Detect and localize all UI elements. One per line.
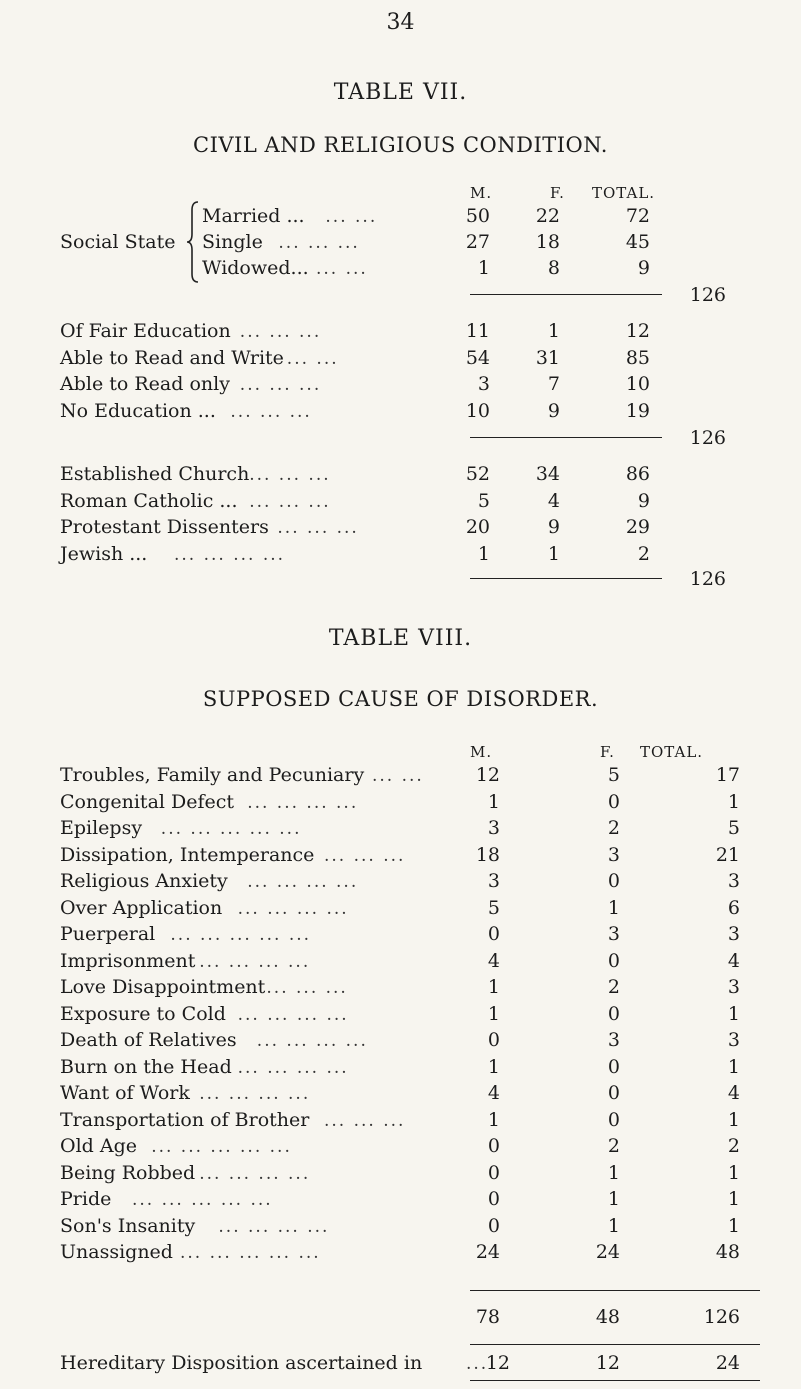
row-total: 10	[625, 373, 650, 395]
page-number: 34	[386, 10, 415, 35]
cause-m: 1	[487, 1055, 500, 1078]
social-state-sum: 126	[689, 284, 726, 306]
sum-rule	[470, 437, 662, 438]
cause-dots: ... ...	[372, 766, 424, 786]
cause-f: 0	[607, 1108, 620, 1131]
hereditary-m: 12	[485, 1352, 510, 1374]
row-m: 52	[465, 463, 490, 485]
social-state-label: Social State	[60, 231, 176, 253]
row-m: 1	[477, 542, 490, 565]
row-m: 1	[477, 257, 490, 279]
cause-total: 1	[727, 1108, 740, 1131]
cause-total: 1	[727, 790, 740, 813]
cause-m: 1	[487, 976, 500, 998]
row-dots: ... ... ...	[239, 375, 322, 395]
row-dots: ... ... ...	[239, 322, 322, 342]
cause-dots: ... ... ... ...	[237, 1004, 349, 1025]
row-m: 20	[465, 516, 490, 538]
cause-label: Death of Relatives	[60, 1029, 237, 1051]
row-total: 9	[637, 257, 650, 279]
row-total: 85	[625, 346, 650, 369]
row-f: 22	[535, 205, 560, 227]
cause-total: 3	[727, 1029, 740, 1051]
cause-m: 5	[487, 896, 500, 919]
cause-m: 0	[487, 1214, 500, 1237]
cause-total: 1	[727, 1188, 740, 1210]
cause-m: 0	[487, 1161, 500, 1184]
cause-f: 1	[607, 1214, 620, 1237]
row-label: Able to Read only	[60, 373, 230, 395]
cause-f: 0	[607, 1055, 620, 1078]
row-dots: ... ...	[316, 259, 368, 279]
cause-f: 2	[607, 1135, 620, 1157]
totals-rule	[470, 1290, 760, 1291]
row-label: Jewish ...	[60, 542, 148, 565]
cause-label: Want of Work	[60, 1082, 190, 1104]
cause-label: Old Age	[60, 1135, 137, 1157]
cause-f: 0	[607, 790, 620, 813]
cause-label: Dissipation, Intemperance	[60, 843, 315, 866]
row-dots: ... ... ...	[277, 518, 359, 538]
cause-label: Epilepsy	[60, 817, 143, 839]
cause-dots: ... ... ... ... ...	[170, 925, 312, 945]
cause-dots: ... ... ...	[324, 845, 406, 866]
cause-label: Transportation of Brother	[60, 1108, 310, 1131]
row-total: 9	[637, 489, 650, 512]
cause-total: 4	[727, 1082, 740, 1104]
cause-total: 48	[715, 1241, 740, 1263]
cause-dots: ... ... ...	[324, 1110, 406, 1131]
cause-m: 4	[487, 949, 500, 972]
cause-label: Puerperal	[60, 923, 156, 945]
religion-sum: 126	[689, 568, 726, 590]
row-dots: ... ... ...	[230, 401, 312, 422]
row-f: 9	[547, 516, 560, 538]
cause-label: Troubles, Family and Pecuniary	[60, 764, 365, 786]
sum-rule	[470, 294, 662, 295]
cause-total: 3	[727, 923, 740, 945]
table8-header-total: TOTAL.	[640, 743, 704, 761]
hereditary-label: Hereditary Disposition ascertained in	[60, 1352, 423, 1374]
cause-total: 5	[727, 817, 740, 839]
cause-f: 24	[595, 1241, 620, 1263]
cause-total: 3	[727, 976, 740, 998]
row-f: 18	[535, 231, 560, 253]
cause-total: 2	[727, 1135, 740, 1157]
row-label: No Education ...	[60, 399, 216, 422]
row-m: 3	[477, 373, 490, 395]
cause-m: 1	[487, 790, 500, 813]
row-f: 8	[547, 257, 560, 279]
row-dots: ... ... ...	[278, 233, 360, 253]
cause-dots: ... ... ... ... ...	[151, 1137, 292, 1157]
cause-label: Being Robbed	[60, 1161, 196, 1184]
cause-total: 1	[727, 1161, 740, 1184]
cause-total: 3	[727, 870, 740, 892]
cause-m: 18	[475, 843, 500, 866]
row-dots: ... ... ...	[249, 465, 331, 485]
row-label: Protestant Dissenters	[60, 516, 269, 538]
cause-label: Exposure to Cold	[60, 1002, 226, 1025]
cause-label: Imprisonment	[60, 949, 196, 972]
cause-dots: ... ... ... ...	[199, 1084, 311, 1104]
cause-dots: ... ... ... ...	[247, 792, 359, 813]
cause-m: 3	[487, 870, 500, 892]
row-total: 2	[637, 542, 650, 565]
totals-f: 48	[595, 1306, 620, 1328]
cause-dots: ... ... ... ... ...	[180, 1243, 321, 1263]
cause-label: Pride	[60, 1188, 112, 1210]
cause-dots: ... ... ... ...	[256, 1031, 368, 1051]
cause-m: 1	[487, 1108, 500, 1131]
cause-m: 0	[487, 1188, 500, 1210]
row-total: 19	[625, 399, 650, 422]
row-label: Married ...	[202, 205, 305, 227]
row-total: 45	[625, 231, 650, 253]
cause-f: 1	[607, 896, 620, 919]
hereditary-dots: ...	[466, 1354, 489, 1374]
cause-m: 0	[487, 923, 500, 945]
table8-header-f: F.	[600, 743, 615, 761]
cause-m: 4	[487, 1082, 500, 1104]
row-label: Of Fair Education	[60, 320, 231, 342]
table7-header-total: TOTAL.	[592, 184, 656, 202]
row-total: 72	[625, 205, 650, 227]
cause-label: Burn on the Head	[60, 1055, 232, 1078]
cause-label: Over Application	[60, 896, 223, 919]
cause-m: 24	[475, 1241, 500, 1263]
cause-f: 3	[607, 1029, 620, 1051]
cause-f: 3	[607, 843, 620, 866]
cause-m: 1	[487, 1002, 500, 1025]
row-label: Established Church	[60, 463, 250, 485]
cause-label: Son's Insanity	[60, 1214, 196, 1237]
cause-label: Religious Anxiety	[60, 870, 228, 892]
row-f: 1	[547, 320, 560, 342]
table8-header-m: M.	[470, 743, 493, 761]
cause-f: 0	[607, 1002, 620, 1025]
row-label: Widowed...	[202, 257, 309, 279]
cause-total: 21	[715, 843, 740, 866]
cause-f: 2	[607, 817, 620, 839]
cause-dots: ... ... ...	[266, 978, 348, 998]
table7-title: TABLE VII.	[333, 80, 468, 105]
row-dots: ... ... ...	[249, 491, 331, 512]
cause-total: 17	[715, 764, 740, 786]
row-dots: ... ...	[286, 348, 339, 369]
table8-title: TABLE VIII.	[328, 626, 473, 651]
cause-f: 1	[607, 1188, 620, 1210]
table8-subtitle: SUPPOSED CAUSE OF DISORDER.	[202, 687, 599, 711]
row-m: 27	[465, 231, 490, 253]
sum-rule	[470, 578, 662, 579]
cause-dots: ... ... ... ...	[237, 898, 349, 919]
education-sum: 126	[689, 427, 726, 449]
cause-label: Congenital Defect	[60, 790, 235, 813]
cause-dots: ... ... ... ...	[247, 872, 359, 892]
cause-f: 5	[607, 764, 620, 786]
row-label: Single	[202, 231, 263, 253]
row-dots: ... ...	[325, 207, 378, 227]
row-f: 7	[547, 373, 560, 395]
table7-header-f: F.	[550, 184, 565, 202]
brace-icon	[186, 200, 200, 284]
cause-dots: ... ... ... ...	[199, 951, 311, 972]
cause-dots: ... ... ... ... ...	[160, 819, 302, 839]
row-total: 86	[625, 463, 650, 485]
cause-total: 1	[727, 1214, 740, 1237]
totals-rule	[470, 1344, 760, 1345]
row-label: Roman Catholic ...	[60, 489, 238, 512]
row-f: 31	[535, 346, 560, 369]
cause-total: 1	[727, 1055, 740, 1078]
table7-subtitle: CIVIL AND RELIGIOUS CONDITION.	[193, 133, 608, 157]
row-f: 4	[547, 489, 560, 512]
row-total: 12	[625, 320, 650, 342]
cause-m: 3	[487, 817, 500, 839]
cause-m: 0	[487, 1135, 500, 1157]
row-f: 1	[547, 542, 560, 565]
row-m: 10	[465, 399, 490, 422]
cause-f: 1	[607, 1161, 620, 1184]
totals-total: 126	[703, 1306, 740, 1328]
cause-f: 0	[607, 949, 620, 972]
cause-f: 3	[607, 923, 620, 945]
hereditary-f: 12	[595, 1352, 620, 1374]
cause-dots: ... ... ... ...	[218, 1216, 330, 1237]
cause-dots: ... ... ... ...	[199, 1163, 311, 1184]
row-m: 5	[477, 489, 490, 512]
row-f: 34	[535, 463, 560, 485]
row-dots: ... ... ... ...	[174, 544, 286, 565]
row-label: Able to Read and Write	[60, 346, 284, 369]
cause-f: 0	[607, 870, 620, 892]
cause-f: 0	[607, 1082, 620, 1104]
table7-header-m: M.	[470, 184, 493, 202]
row-m: 54	[465, 346, 490, 369]
row-f: 9	[547, 399, 560, 422]
cause-total: 1	[727, 1002, 740, 1025]
cause-f: 2	[607, 976, 620, 998]
cause-label: Unassigned	[60, 1241, 173, 1263]
hereditary-total: 24	[715, 1352, 740, 1374]
row-total: 29	[625, 516, 650, 538]
cause-total: 6	[727, 896, 740, 919]
totals-m: 78	[475, 1306, 500, 1328]
cause-dots: ... ... ... ... ...	[132, 1190, 273, 1210]
cause-label: Love Disappointment	[60, 976, 266, 998]
cause-m: 0	[487, 1029, 500, 1051]
cause-m: 12	[475, 764, 500, 786]
hereditary-rule	[470, 1380, 760, 1381]
cause-total: 4	[727, 949, 740, 972]
row-m: 11	[465, 320, 490, 342]
cause-dots: ... ... ... ...	[237, 1057, 349, 1078]
row-m: 50	[465, 205, 490, 227]
